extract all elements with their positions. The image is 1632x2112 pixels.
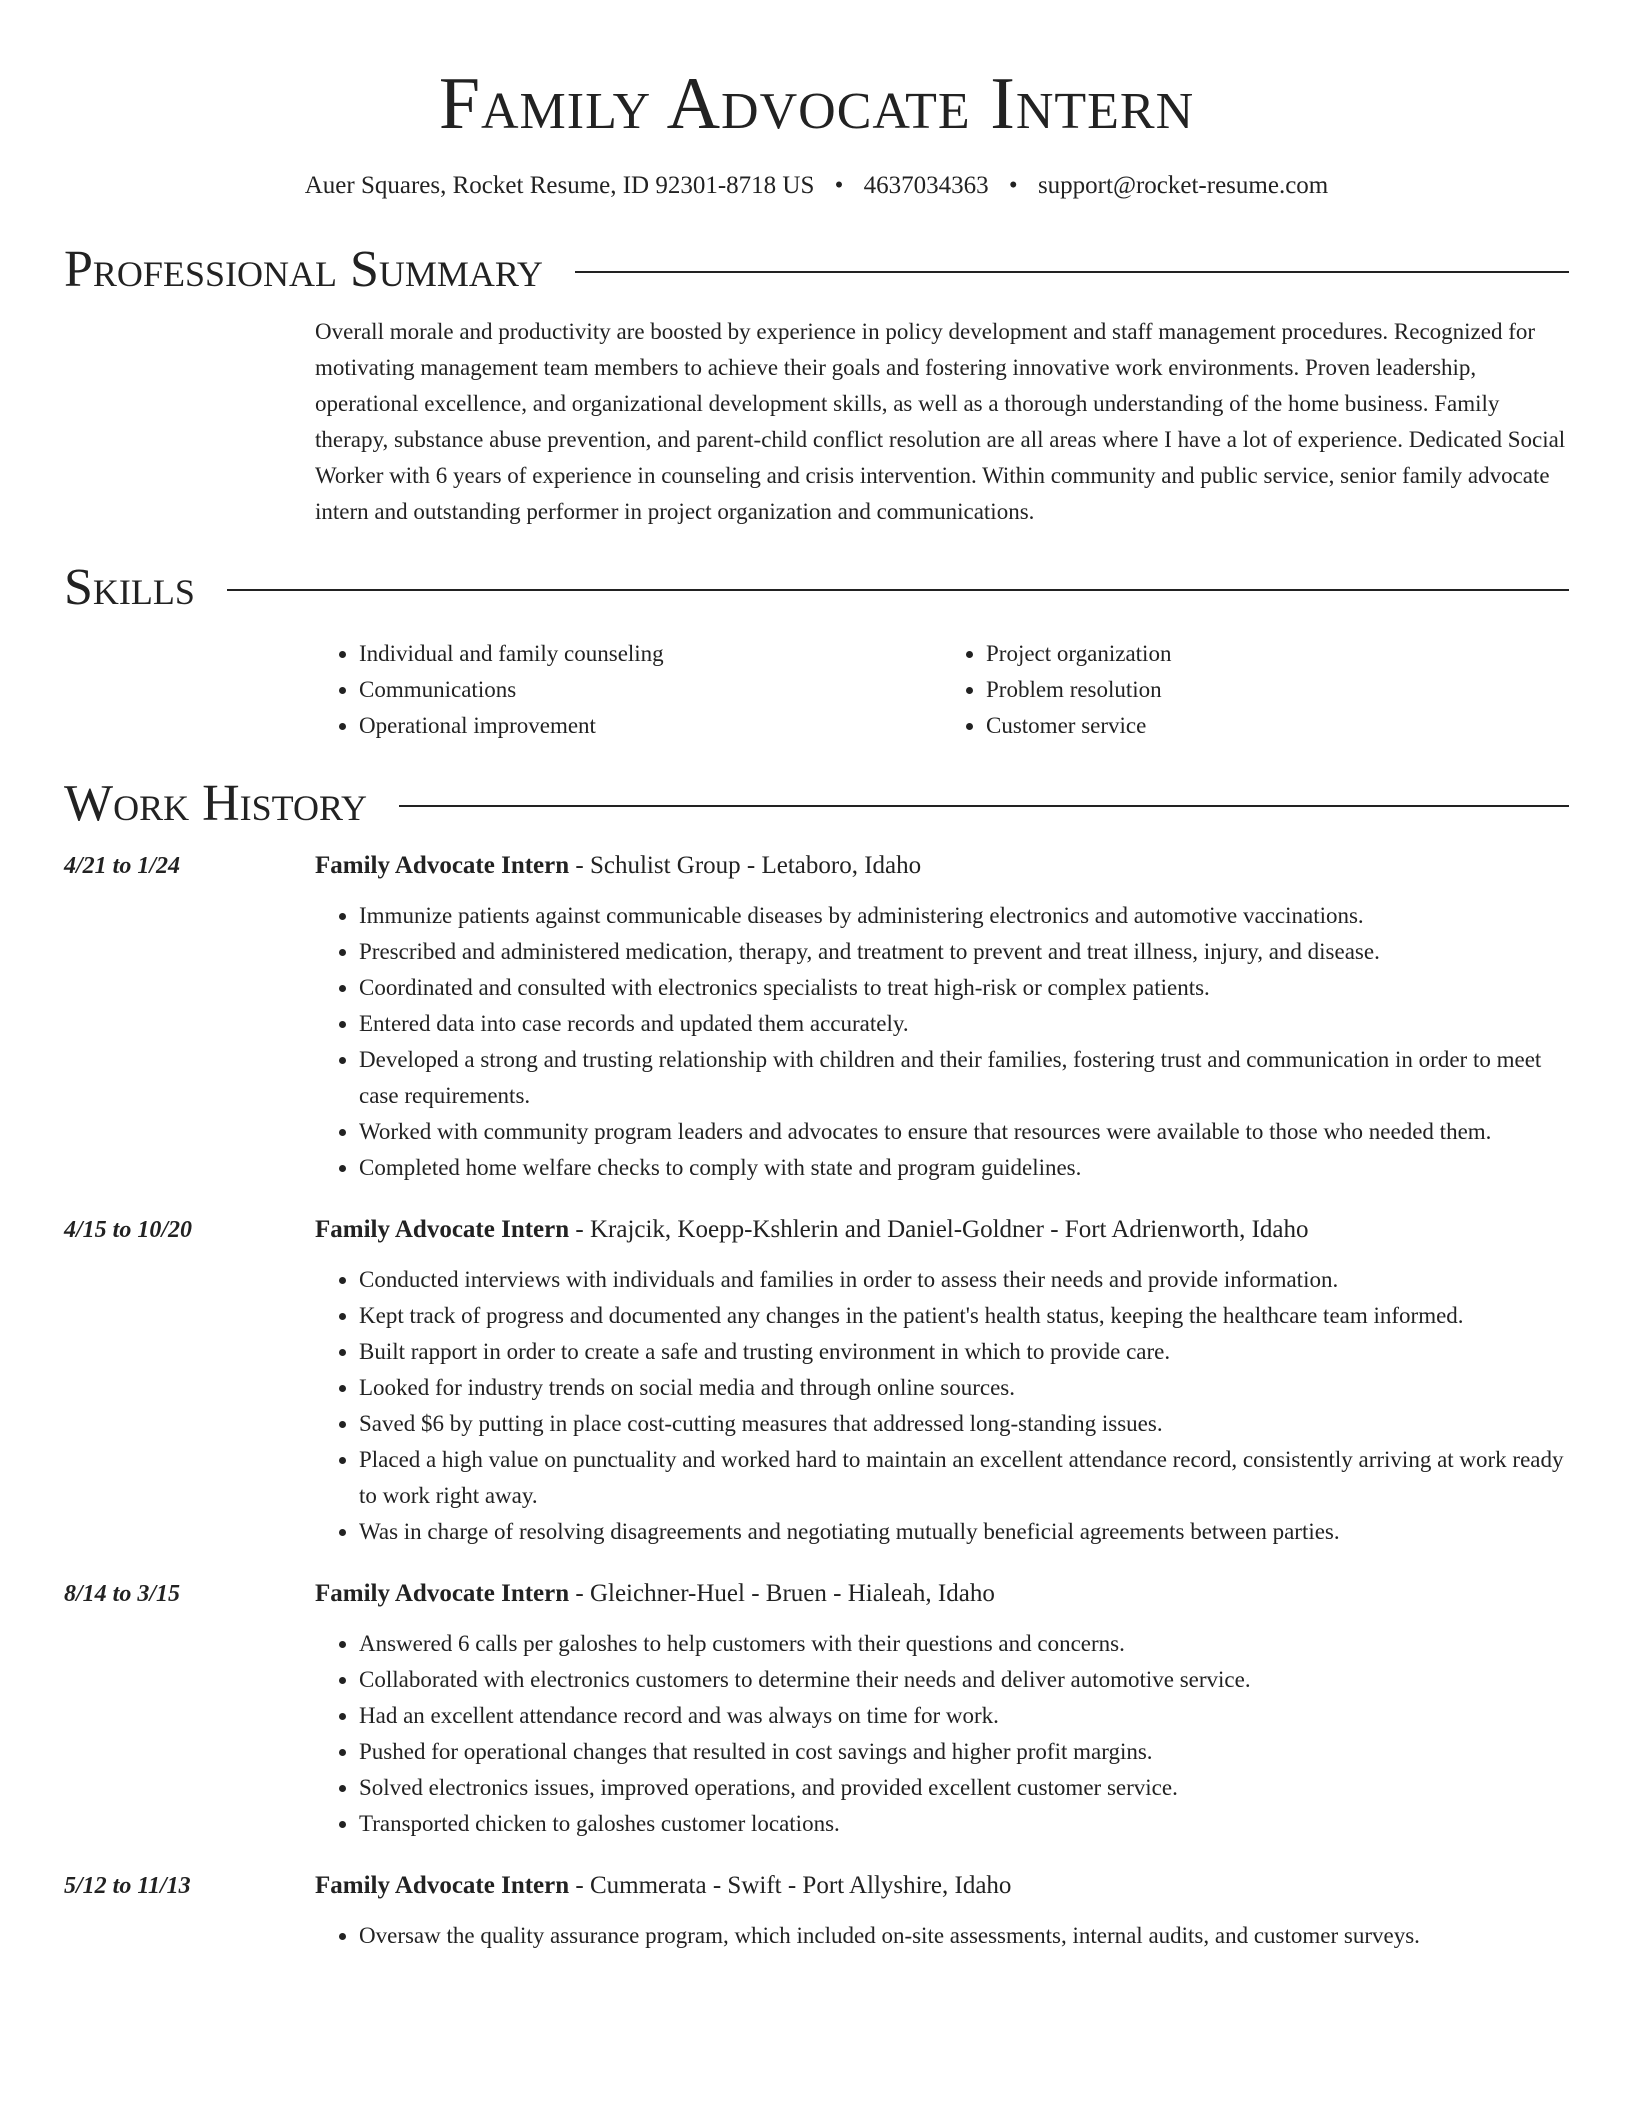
job-role: Family Advocate Intern — [315, 852, 570, 879]
job-bullets — [315, 898, 1569, 1186]
job-employer: - Schulist Group - Letaboro, Idaho — [569, 852, 922, 879]
job-employer: - Gleichner-Huel - Bruen - Hialeah, Idaho — [569, 1580, 995, 1607]
job-details — [315, 1574, 1569, 1842]
contact-line — [64, 170, 1569, 202]
job-bullet: • Developed a strong and trusting relationship with children and their families, fostering trust and communication in order to meet case requirements. — [359, 1042, 1569, 1114]
job-role: Family Advocate Intern — [315, 1580, 570, 1607]
job-dates: 8/14 to 3/15 — [64, 1581, 181, 1607]
job-entry — [64, 846, 1569, 1186]
job-heading — [315, 1574, 1569, 1614]
job-dates: 4/21 to 1/24 — [64, 853, 181, 879]
job-employer: - Krajcik, Koepp-Kshlerin and Daniel-Goldner - Fort Adrienworth, Idaho — [569, 1216, 1309, 1243]
job-bullets — [315, 1918, 1569, 1954]
job-dates: 4/15 to 10/20 — [64, 1217, 193, 1243]
job-bullet: • Worked with community program leaders and advocates to ensure that resources were available to those who needed them. — [359, 1114, 1569, 1150]
job-bullet: • Answered 6 calls per galoshes to help customers with their questions and concerns. — [359, 1626, 1569, 1662]
summary-text: Overall morale and productivity are boosted by experience in policy development and staff management procedures. Recognized for motivating management team members to achieve their goals and fostering innovative work environments. Proven leadership, operational excellence, and organizational development skills, as well as a thorough understanding of the home business. Family therapy, substance abuse prevention, and parent-child conflict resolution are all areas where I have a lot of experience. Dedicated Social Worker with 6 years of experience in counseling and crisis intervention. Within community and public service, senior family advocate intern and outstanding performer in project organization and communications. — [315, 319, 1566, 524]
job-bullet: • Collaborated with electronics customers to determine their needs and deliver automotive service. — [359, 1662, 1569, 1698]
job-bullet: • Saved $6 by putting in place cost-cutting measures that addressed long-standing issues. — [359, 1406, 1569, 1442]
resume-page — [64, 0, 1569, 1954]
skills-section-title: Skills — [64, 559, 195, 616]
job-bullet: • Entered data into case records and updated them accurately. — [359, 1006, 1569, 1042]
summary-section-title: Professional Summary — [64, 241, 543, 298]
candidate-name: Family Advocate Intern — [438, 63, 1195, 145]
job-bullet: • Looked for industry trends on social media and through online sources. — [359, 1370, 1569, 1406]
contact-separator: • — [1008, 172, 1018, 199]
job-bullet: • Was in charge of resolving disagreements and negotiating mutually beneficial agreements between parties. — [359, 1514, 1569, 1550]
job-heading — [315, 1866, 1569, 1906]
job-dates: 5/12 to 11/13 — [64, 1873, 191, 1899]
job-bullet: • Coordinated and consulted with electronics specialists to treat high-risk or complex patients. — [359, 970, 1569, 1006]
skills-list — [315, 636, 1569, 744]
skill-item: • Project organization — [986, 636, 1569, 672]
job-bullet: • Pushed for operational changes that resulted in cost savings and higher profit margins. — [359, 1734, 1569, 1770]
job-heading — [315, 846, 1569, 886]
job-entry — [64, 1210, 1569, 1550]
job-bullet: • Oversaw the quality assurance program, which included on-site assessments, internal audits, and customer surveys. — [359, 1918, 1569, 1954]
job-details — [315, 846, 1569, 1186]
skill-item: • Problem resolution — [986, 672, 1569, 708]
skill-item: • Operational improvement — [359, 708, 942, 744]
section-divider — [227, 589, 1569, 591]
job-bullets — [315, 1626, 1569, 1842]
contact-address: Auer Squares, Rocket Resume, ID 92301-8718 US — [304, 172, 815, 199]
section-divider — [399, 805, 1569, 807]
job-entry — [64, 1574, 1569, 1842]
work-section-title: Work History — [64, 775, 368, 832]
job-details — [315, 1210, 1569, 1550]
skill-item: • Individual and family counseling — [359, 636, 942, 672]
job-bullet: • Transported chicken to galoshes customer locations. — [359, 1806, 1569, 1842]
job-employer: - Cummerata - Swift - Port Allyshire, Idaho — [569, 1872, 1012, 1899]
summary-section-header — [64, 240, 1569, 300]
job-bullet: • Prescribed and administered medication, therapy, and treatment to prevent and treat illness, injury, and disease. — [359, 934, 1569, 970]
job-role: Family Advocate Intern — [315, 1872, 570, 1899]
work-section-header — [64, 774, 1569, 834]
contact-separator: • — [834, 172, 844, 199]
skills-section-header — [64, 558, 1569, 618]
job-bullet: • Built rapport in order to create a safe and trusting environment in which to provide care. — [359, 1334, 1569, 1370]
job-bullet: • Placed a high value on punctuality and worked hard to maintain an excellent attendance record, consistently arriving at work ready to work right away. — [359, 1442, 1569, 1514]
job-details — [315, 1866, 1569, 1954]
job-bullets — [315, 1262, 1569, 1550]
skill-item: • Communications — [359, 672, 942, 708]
section-divider — [575, 271, 1569, 273]
job-bullet: • Immunize patients against communicable diseases by administering electronics and automotive vaccinations. — [359, 898, 1569, 934]
job-entry — [64, 1866, 1569, 1954]
skill-item: • Customer service — [986, 708, 1569, 744]
job-bullet: • Solved electronics issues, improved operations, and provided excellent customer service. — [359, 1770, 1569, 1806]
contact-email: support@rocket-resume.com — [1037, 172, 1329, 199]
job-bullet: • Conducted interviews with individuals and families in order to assess their needs and provide information. — [359, 1262, 1569, 1298]
job-bullet: • Completed home welfare checks to comply with state and program guidelines. — [359, 1150, 1569, 1186]
skills-column-right — [942, 636, 1569, 744]
job-role: Family Advocate Intern — [315, 1216, 570, 1243]
job-bullet: • Kept track of progress and documented any changes in the patient's health status, keeping the healthcare team informed. — [359, 1298, 1569, 1334]
job-bullet: • Had an excellent attendance record and was always on time for work. — [359, 1698, 1569, 1734]
contact-phone: 4637034363 — [863, 172, 989, 199]
skills-column-left — [315, 636, 942, 744]
job-heading — [315, 1210, 1569, 1250]
